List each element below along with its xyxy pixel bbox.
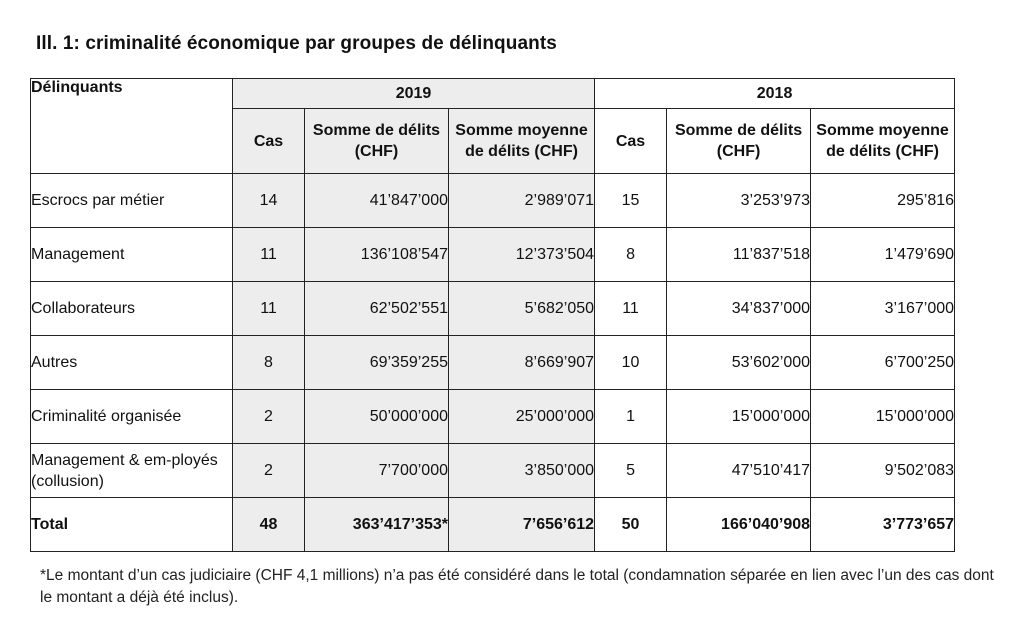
cell-avg-2018: 6’700’250 xyxy=(811,336,955,390)
cell-sum-2018: 47’510’417 xyxy=(667,444,811,498)
row-label: Criminalité organisée xyxy=(31,390,233,444)
cell-cas-2019: 2 xyxy=(233,390,305,444)
cell-sum-2018: 3’253’973 xyxy=(667,174,811,228)
table-row xyxy=(31,282,955,336)
cell-avg-2019: 8’669’907 xyxy=(449,336,595,390)
cell-sum-2019: 7’700’000 xyxy=(305,444,449,498)
total-sum-2018: 166’040’908 xyxy=(667,498,811,552)
cell-sum-2018: 11’837’518 xyxy=(667,228,811,282)
figure-title: Ill. 1: criminalité économique par groupes de délinquants xyxy=(36,33,557,54)
year-header-2018: 2018 xyxy=(595,79,955,109)
row-label: Management & em-ployés (collusion) xyxy=(31,444,233,498)
cell-sum-2019: 41’847’000 xyxy=(305,174,449,228)
cell-cas-2019: 8 xyxy=(233,336,305,390)
cell-sum-2018: 34’837’000 xyxy=(667,282,811,336)
cell-avg-2019: 2’989’071 xyxy=(449,174,595,228)
cell-cas-2018: 1 xyxy=(595,390,667,444)
cell-sum-2019: 69’359’255 xyxy=(305,336,449,390)
year-header-2019: 2019 xyxy=(233,79,595,109)
col-header-avg-2019: Somme moyenne de délits (CHF) xyxy=(449,109,595,174)
cell-cas-2019: 14 xyxy=(233,174,305,228)
year-header-row xyxy=(31,79,955,109)
cell-cas-2018: 15 xyxy=(595,174,667,228)
cell-cas-2018: 10 xyxy=(595,336,667,390)
table-row xyxy=(31,174,955,228)
footnote: *Le montant d’un cas judiciaire (CHF 4,1 millions) n’a pas été considéré dans le total (condamnation séparée en lien avec l’un des cas dont le montant a déjà été inclus). xyxy=(40,567,994,606)
cell-cas-2018: 11 xyxy=(595,282,667,336)
col-header-avg-2018: Somme moyenne de délits (CHF) xyxy=(811,109,955,174)
cell-avg-2018: 3’167’000 xyxy=(811,282,955,336)
total-label: Total xyxy=(31,498,233,552)
cell-avg-2018: 1’479’690 xyxy=(811,228,955,282)
cell-cas-2018: 5 xyxy=(595,444,667,498)
table-row xyxy=(31,228,955,282)
cell-avg-2019: 25’000’000 xyxy=(449,390,595,444)
cell-avg-2018: 15’000’000 xyxy=(811,390,955,444)
cell-cas-2019: 2 xyxy=(233,444,305,498)
cell-avg-2019: 5’682’050 xyxy=(449,282,595,336)
cell-sum-2018: 53’602’000 xyxy=(667,336,811,390)
col-header-cas-2019: Cas xyxy=(233,109,305,174)
row-label: Collaborateurs xyxy=(31,282,233,336)
cell-sum-2019: 136’108’547 xyxy=(305,228,449,282)
cell-sum-2018: 15’000’000 xyxy=(667,390,811,444)
col-header-sum-2019: Somme de délits (CHF) xyxy=(305,109,449,174)
criminality-table xyxy=(30,78,955,552)
row-header-delinquants: Délinquants xyxy=(31,79,233,174)
cell-cas-2018: 8 xyxy=(595,228,667,282)
table-row xyxy=(31,390,955,444)
row-label: Escrocs par métier xyxy=(31,174,233,228)
total-row xyxy=(31,498,955,552)
cell-avg-2018: 9’502’083 xyxy=(811,444,955,498)
total-cas-2019: 48 xyxy=(233,498,305,552)
cell-avg-2019: 3’850’000 xyxy=(449,444,595,498)
cell-cas-2019: 11 xyxy=(233,228,305,282)
row-label: Autres xyxy=(31,336,233,390)
table-row xyxy=(31,336,955,390)
table-row xyxy=(31,444,955,498)
cell-avg-2019: 12’373’504 xyxy=(449,228,595,282)
col-header-cas-2018: Cas xyxy=(595,109,667,174)
cell-cas-2019: 11 xyxy=(233,282,305,336)
total-sum-2019: 363’417’353* xyxy=(305,498,449,552)
cell-avg-2018: 295’816 xyxy=(811,174,955,228)
total-cas-2018: 50 xyxy=(595,498,667,552)
cell-sum-2019: 62’502’551 xyxy=(305,282,449,336)
row-label: Management xyxy=(31,228,233,282)
total-avg-2018: 3’773’657 xyxy=(811,498,955,552)
col-header-sum-2018: Somme de délits (CHF) xyxy=(667,109,811,174)
total-avg-2019: 7’656’612 xyxy=(449,498,595,552)
cell-sum-2019: 50’000’000 xyxy=(305,390,449,444)
